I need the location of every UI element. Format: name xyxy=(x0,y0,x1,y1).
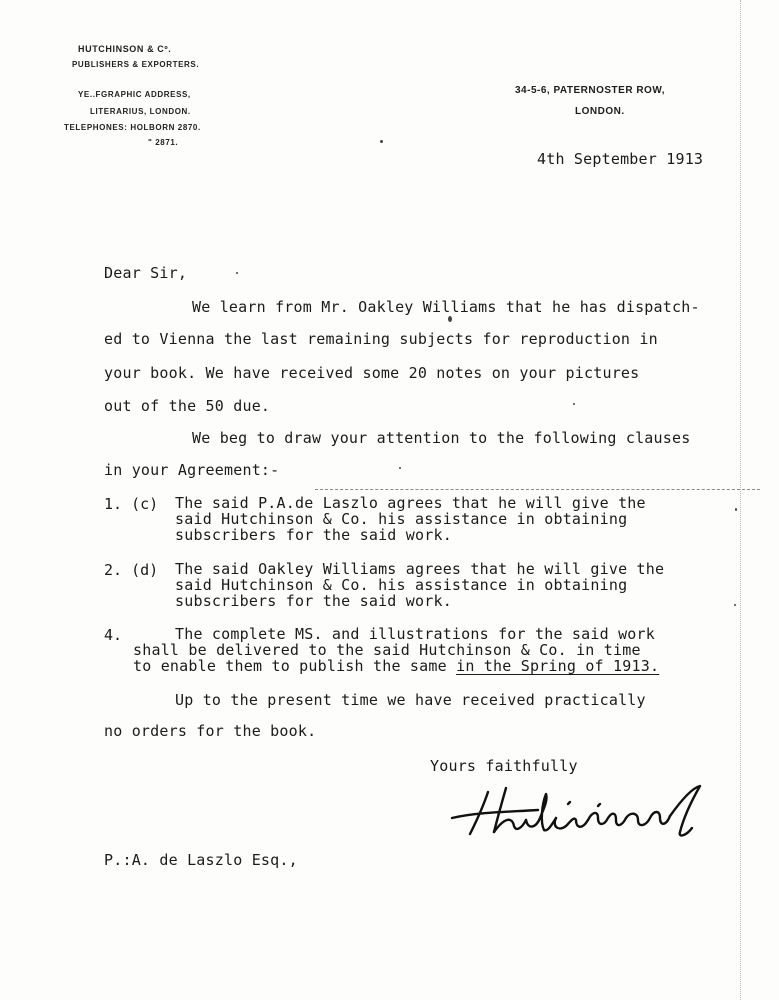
scan-speck xyxy=(734,604,736,606)
street-address: 34-5-6, PATERNOSTER ROW, xyxy=(515,85,665,96)
telephones: TELEPHONES: HOLBORN 2870. xyxy=(64,123,201,132)
clause-line: subscribers for the said work. xyxy=(175,592,452,610)
scan-speck xyxy=(380,140,383,143)
clause-line: shall be delivered to the said Hutchinson & Co. in time xyxy=(133,641,641,659)
company-name: HUTCHINSON & Cº. xyxy=(78,44,172,54)
body-line: We beg to draw your attention to the following clauses xyxy=(192,429,691,447)
clause-text xyxy=(175,561,664,609)
clause-line: The said P.A.de Laszlo agrees that he will give the xyxy=(175,494,646,512)
scan-speck xyxy=(399,467,401,469)
scan-speck xyxy=(448,316,452,322)
clause-number: 1. (c) xyxy=(104,495,159,513)
recipient: P.:A. de Laszlo Esq., xyxy=(104,851,298,869)
telegraphic-address: LITERARIUS, LONDON. xyxy=(90,107,191,116)
body-line: Up to the present time we have received practically xyxy=(175,691,646,709)
scan-edge xyxy=(740,0,751,1000)
spring-1913-underlined: in the Spring of 1913. xyxy=(456,657,660,675)
clause-text xyxy=(175,626,655,642)
body-line: out of the 50 due. xyxy=(104,397,271,415)
telephones-second: " 2871. xyxy=(148,138,179,147)
clause-text xyxy=(175,495,646,543)
clause-line-start: to enable them to publish the same xyxy=(133,657,447,675)
city: LONDON. xyxy=(575,106,625,117)
company-tagline: PUBLISHERS & EXPORTERS. xyxy=(72,60,200,69)
clause-number: 4. xyxy=(104,626,123,644)
closing: Yours faithfully xyxy=(430,757,578,775)
clause-line: The complete MS. and illustrations for the said work xyxy=(175,625,655,643)
scan-speck xyxy=(573,403,575,405)
clause-line: subscribers for the said work. xyxy=(175,526,452,544)
body-line: your book. We have received some 20 notes on your pictures xyxy=(104,364,640,382)
clause-line: said Hutchinson & Co. his assistance in obtaining xyxy=(175,510,628,528)
clause-line: said Hutchinson & Co. his assistance in obtaining xyxy=(175,576,628,594)
scan-speck xyxy=(735,508,737,511)
scan-speck xyxy=(236,272,238,274)
letter-date: 4th September 1913 xyxy=(537,150,704,168)
clause-text-continued xyxy=(133,642,659,674)
clause-line xyxy=(133,658,659,674)
salutation: Dear Sir, xyxy=(104,264,188,282)
body-line: We learn from Mr. Oakley Williams that he has dispatch- xyxy=(192,298,700,316)
body-line: no orders for the book. xyxy=(104,722,317,740)
scan-artifact-dashes xyxy=(315,489,760,490)
clause-number: 2. (d) xyxy=(104,561,159,579)
body-line: ed to Vienna the last remaining subjects for reproduction in xyxy=(104,330,658,348)
body-line: in your Agreement:- xyxy=(104,461,280,479)
signature xyxy=(448,782,718,844)
telegraphic-label: YE..FGRAPHIC ADDRESS, xyxy=(78,90,191,99)
clause-line: The said Oakley Williams agrees that he will give the xyxy=(175,560,665,578)
